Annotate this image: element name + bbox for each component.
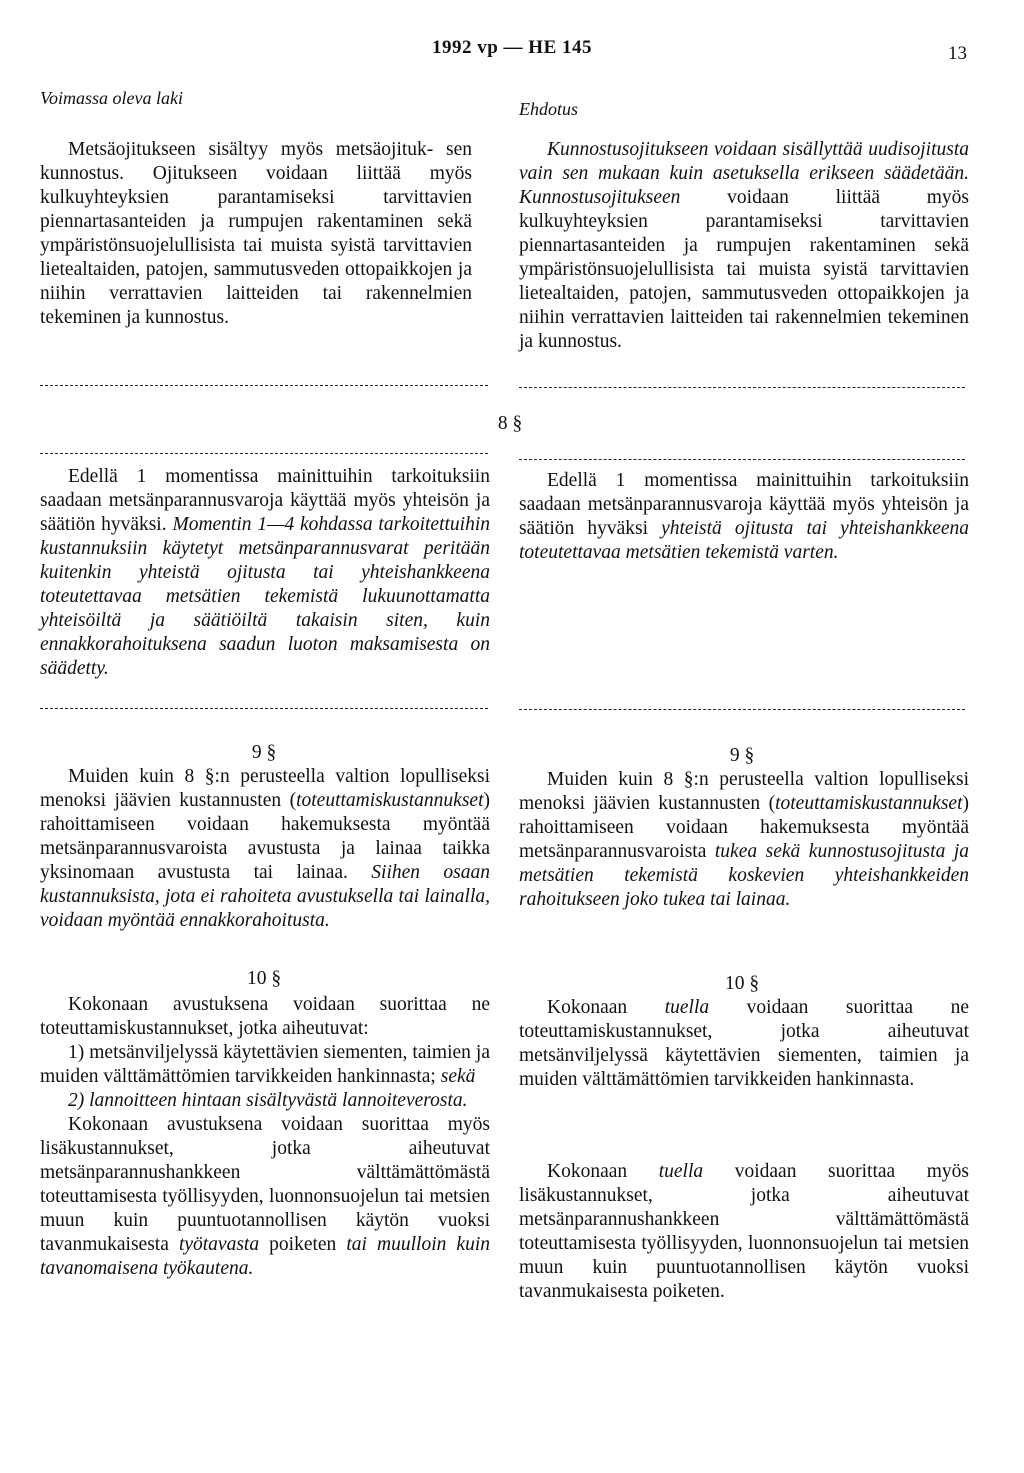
right-paragraph-1-italic: Kunnostusojitukseen voidaan sisällyttää uudisojitusta vain sen mukaan kuin asetuksella erikseen säädetään. bbox=[519, 139, 969, 184]
right-section-10-p1 bbox=[519, 996, 969, 1092]
right-section-10-p1-b: tuella bbox=[664, 997, 710, 1018]
left-section-9-italic: Siihen osaan kustannuksista, jota ei rahoiteta avustuksella tai lainalla, voidaan myöntää ennakkorahoitusta. bbox=[40, 862, 490, 931]
right-paragraph-1-italic-2: Kunnostusojitukseen bbox=[519, 187, 681, 208]
left-section-8 bbox=[40, 465, 490, 681]
left-dashed-separator-3 bbox=[40, 708, 488, 709]
right-section-9-c: ) rahoittamiseen voidaan hakemuksesta myöntää metsänparannusvaroista bbox=[519, 793, 969, 862]
right-dashed-separator-2 bbox=[519, 459, 965, 460]
left-paragraph-1-line1: Metsäojitukseen sisältyy myös metsäojituk- bbox=[68, 139, 434, 160]
right-section-8 bbox=[519, 469, 969, 565]
left-dashed-separator-2 bbox=[40, 453, 488, 454]
right-section-10-p2-a: Kokonaan bbox=[547, 1161, 628, 1182]
right-section-10-part2 bbox=[519, 1160, 969, 1304]
left-section-10-p2 bbox=[40, 1113, 490, 1281]
left-section-10-item1-tail: sekä bbox=[440, 1066, 476, 1087]
left-section-10-p2-c: poiketen bbox=[269, 1234, 337, 1255]
right-section-8-plain: Edellä 1 momentissa mainittuihin tarkoituksiin saadaan metsänparannusvaroja käyttää myös yhteisön ja säätiön hyväksi bbox=[519, 470, 969, 539]
left-section-8-italic: Momentin 1—4 kohdassa tarkoitettuihin kustannuksiin käytetyt metsänparannusvarat peritään kuitenkin yhteistä ojitusta tai yhteishankkeena toteutettavaa metsätien tekemistä lukuunottamatta yhteisöiltä ja säätiöiltä takaisin siten, kuin ennakkorahoituksena saadun luoton maksamisesta on säädetty. bbox=[40, 514, 491, 679]
left-section-8-paragraph bbox=[40, 465, 490, 681]
right-dashed-separator-3 bbox=[519, 709, 965, 710]
right-section-10-heading: 10 § bbox=[724, 973, 760, 994]
right-section-9-a: Muiden kuin 8 §:n perusteella valtion lopulliseksi menoksi jäävien kustannusten ( bbox=[519, 769, 969, 814]
left-column-heading: Voimassa oleva laki bbox=[40, 88, 183, 108]
left-section-10 bbox=[40, 993, 490, 1281]
right-column-heading: Ehdotus bbox=[519, 99, 579, 119]
section-8-heading: 8 § bbox=[497, 413, 523, 434]
right-section-10-p1-a: Kokonaan bbox=[547, 997, 628, 1018]
right-section-9-term: toteuttamiskustannukset bbox=[775, 793, 963, 814]
right-section-10-p2-b: tuella bbox=[658, 1161, 704, 1182]
left-section-9-a: Muiden kuin 8 §:n perusteella valtion lopulliseksi menoksi jäävien kustannusten ( bbox=[40, 766, 490, 811]
right-section-10-p2 bbox=[519, 1160, 969, 1304]
page-number: 13 bbox=[948, 43, 967, 64]
left-paragraph-1 bbox=[40, 138, 472, 330]
left-section-10-item1-text: 1) metsänviljelyssä käytettävien siementen, taimien ja muiden välttämättömien tarvikkeiden hankinnasta; bbox=[40, 1042, 490, 1087]
right-section-9 bbox=[519, 768, 969, 912]
right-section-9-heading: 9 § bbox=[729, 745, 755, 766]
right-section-10-part1 bbox=[519, 996, 969, 1092]
left-section-10-p2-d: tai muulloin kuin tavanomaisena työkautena. bbox=[40, 1234, 490, 1279]
right-section-10-p2-c: voidaan suorittaa myös lisäkustannukset, jotka aiheutuvat metsänparannushankkeen välttämättömästä toteuttamisesta työllisyyden, luonnonsuojelun tai metsien muun kuin puuntuotannollisen käytön vuoksi tavanmukaisesta poiketen. bbox=[519, 1161, 970, 1302]
left-section-9-heading: 9 § bbox=[251, 742, 277, 763]
left-paragraph-1-rest: sen kunnostus. Ojitukseen voidaan liittää myös kulkuyhteyksien parantamiseksi tarvittavien piennartasanteiden ja rumpujen rakentaminen sekä ympäristönsuojelullisista tai muista syistä tarvittavien lietealtaiden, patojen, sammutusveden ottopaikkojen ja niihin verrattavien laitteiden tai rakennelmien tekeminen ja kunnostus. bbox=[40, 139, 472, 328]
left-section-10-heading: 10 § bbox=[246, 968, 282, 989]
left-section-10-p2-a: Kokonaan avustuksena voidaan suorittaa myös lisäkustannukset, jotka aiheutuvat metsänparannushankkeen välttämättömästä toteuttamisesta työllisyyden, luonnonsuojelun tai metsien muun kuin puuntuotannollisen käytön vuoksi tavanmukaisesta bbox=[40, 1114, 490, 1255]
right-block-1 bbox=[519, 138, 969, 354]
left-section-9 bbox=[40, 765, 490, 933]
left-section-10-p1: Kokonaan avustuksena voidaan suorittaa ne toteuttamiskustannukset, jotka aiheutuvat: bbox=[40, 994, 490, 1039]
page-header bbox=[0, 36, 1024, 62]
left-section-9-c: ) rahoittamiseen voidaan hakemuksesta myöntää metsänparannusvaroista avustusta ja lainaa taikka yksinomaan avustusta tai lainaa. bbox=[40, 790, 490, 883]
right-dashed-separator-1 bbox=[519, 387, 965, 388]
right-section-10-p1-c: voidaan suorittaa ne toteuttamiskustannukset, jotka aiheutuvat metsänviljelyssä käytettävien siementen, taimien ja muiden välttämättömien tarvikkeiden hankinnasta. bbox=[519, 997, 970, 1090]
right-section-8-italic: yhteistä ojitusta tai yhteishankkeena toteutettavaa metsätien tekemistä varten. bbox=[519, 518, 970, 563]
left-block-1 bbox=[40, 138, 472, 330]
right-paragraph-1 bbox=[519, 138, 969, 354]
left-section-10-item1 bbox=[40, 1041, 490, 1089]
right-section-8-paragraph bbox=[519, 469, 969, 565]
left-dashed-separator-1 bbox=[40, 385, 488, 386]
left-section-10-p2-b: työtavasta bbox=[178, 1234, 260, 1255]
right-section-9-paragraph bbox=[519, 768, 969, 912]
right-paragraph-1-rest: voidaan liittää myös kulkuyhteyksien parantamiseksi tarvittavien piennartasanteiden ja rumpujen rakentaminen sekä ympäristönsuojelullisista tai muista syistä tarvittavien lietealtaiden, patojen, sammutusveden ottopaikkojen ja niihin verrattavien laitteiden tai rakennelmien tekeminen ja kunnostus. bbox=[519, 187, 969, 352]
left-section-9-term: toteuttamiskustannukset bbox=[296, 790, 484, 811]
left-section-10-item2-text: 2) lannoitteen hintaan sisältyvästä lannoiteverosta. bbox=[68, 1090, 468, 1111]
left-section-10-item2 bbox=[40, 1089, 490, 1113]
left-section-9-paragraph bbox=[40, 765, 490, 933]
left-section-8-plain: Edellä 1 momentissa mainittuihin tarkoituksiin saadaan metsänparannusvaroja käyttää myös yhteisön ja säätiön hyväksi. bbox=[40, 466, 490, 535]
running-head: 1992 vp — HE 145 bbox=[431, 37, 593, 58]
right-section-9-italic: tukea sekä kunnostusojitusta ja metsätien tekemistä koskevien yhteishankkeiden rahoitukseen joko tukea tai lainaa. bbox=[519, 841, 970, 910]
